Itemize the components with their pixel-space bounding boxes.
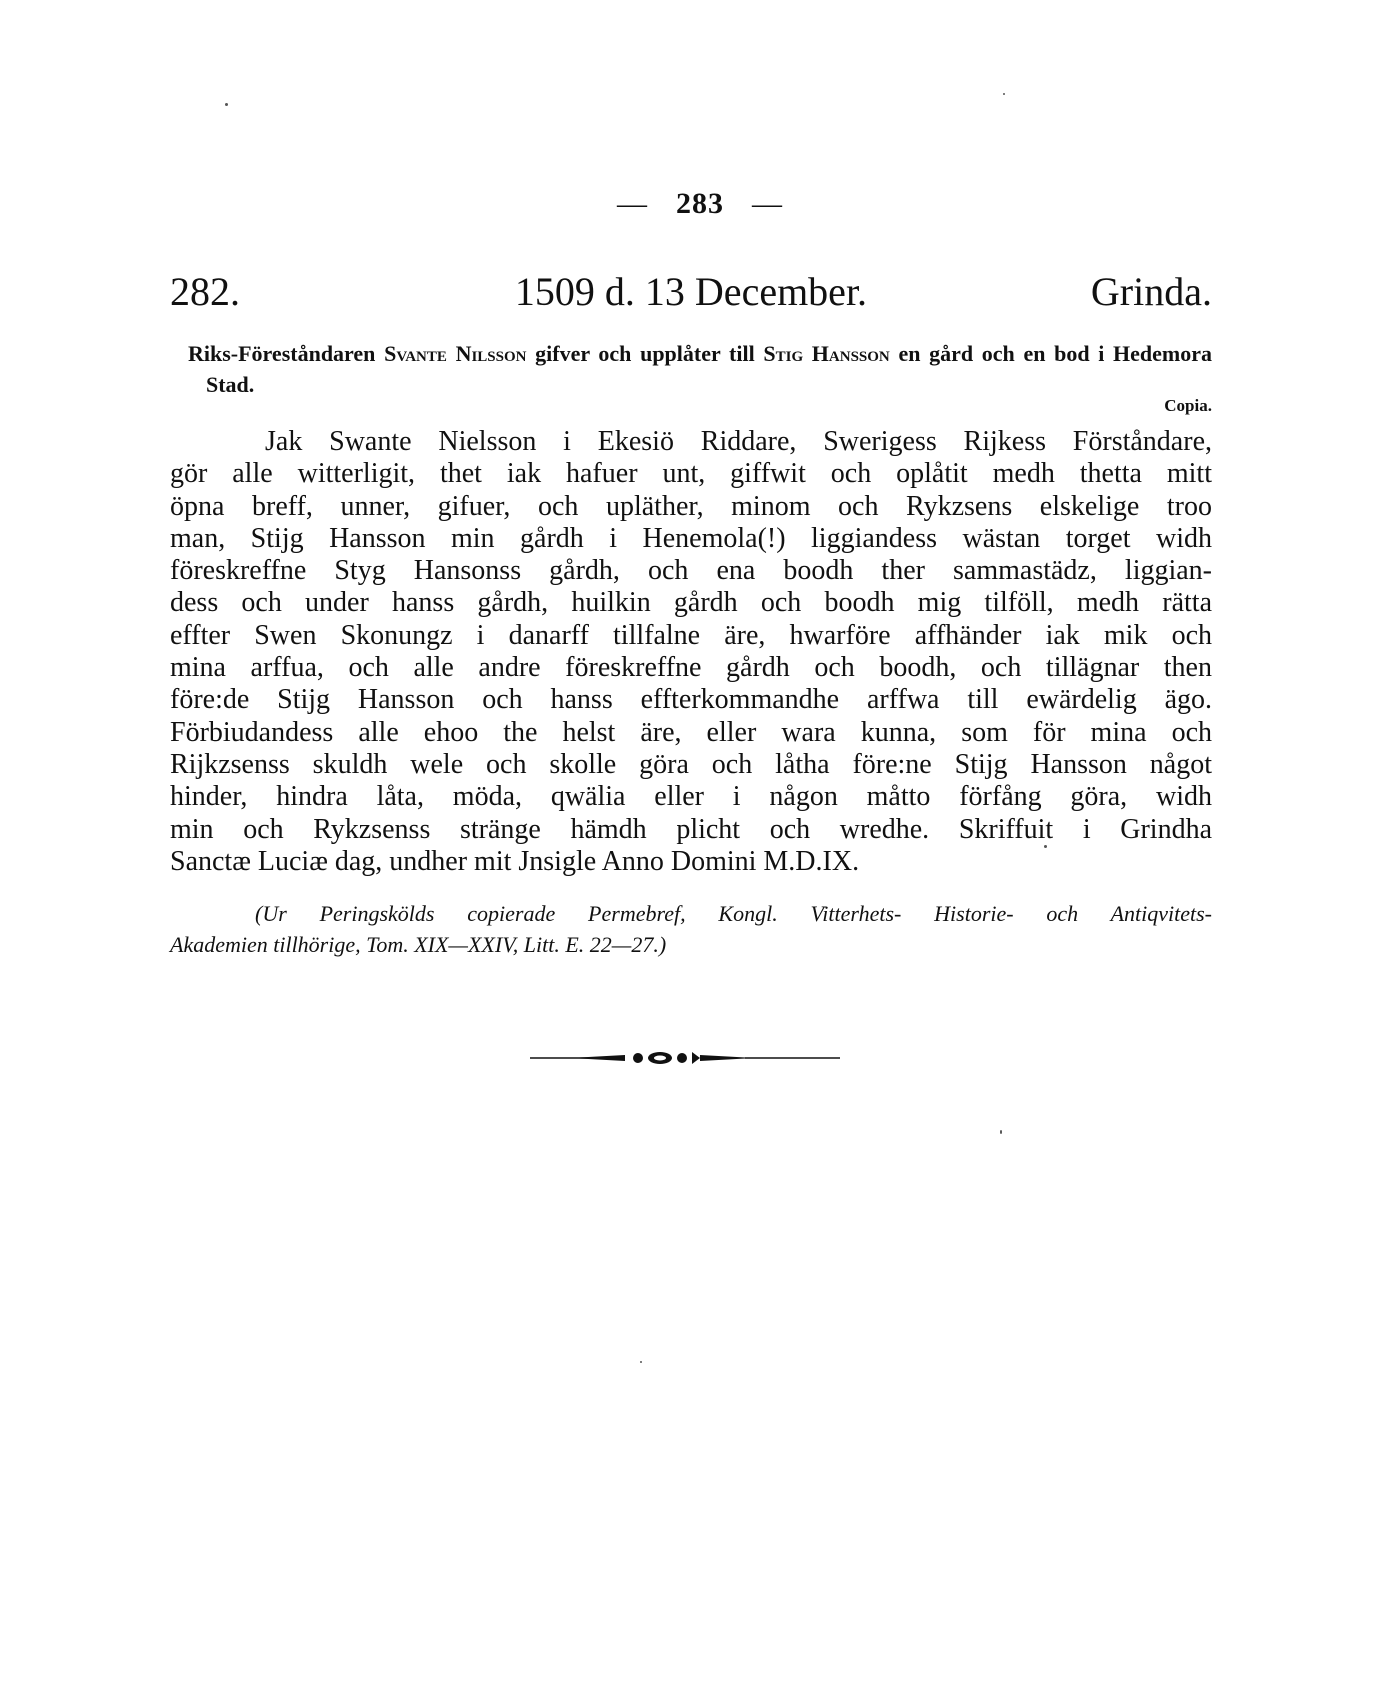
body-line: dess och under hanss gårdh, huilkin gårdh och boodh mig tilföll, medh rätta [170, 587, 1212, 619]
source-line-2: Akademien tillhörige, Tom. XIX—XXIV, Litt. E. 22—27.) [170, 932, 667, 957]
entry-summary [188, 338, 1212, 400]
body-line: före:de Stijg Hansson och hanss effterkommandhe arffwa till ewärdelig ägo. [170, 684, 1212, 716]
body-line: föreskreffne Styg Hansonss gårdh, och ena boodh ther sammastädz, liggian- [170, 555, 1212, 587]
entry-header [170, 268, 1212, 315]
summary-mid: gifver och upplåter till [535, 341, 755, 366]
body-line: mina arffua, och alle andre föreskreffne gårdh och boodh, och tillägnar then [170, 652, 1212, 684]
body-line: Jak Swante Nielsson i Ekesiö Riddare, Swerigess Rijkess Förståndare, [265, 426, 1212, 457]
entry-place: Grinda. [1090, 269, 1212, 314]
paper-speck [1044, 845, 1047, 848]
body-line: gör alle witterligit, thet iak hafuer unt, giffwit och oplåtit medh thetta mitt [170, 458, 1212, 490]
entry-number: 282. [170, 269, 240, 314]
body-line: min och Rykzsenss stränge hämdh plicht och wredhe. Skriffuit i Grindha [170, 813, 1212, 845]
page-number-value: 283 [676, 187, 724, 220]
summary-name-stig: Stig Hansson [763, 341, 890, 366]
summary-name-svante: Svante Nilsson [384, 341, 527, 366]
paper-speck [225, 103, 228, 106]
summary-lead: Riks-Föreståndaren [188, 341, 376, 366]
body-line: Rijkzsenss skuldh wele och skolle göra och låtha före:ne Stijg Hansson något [170, 748, 1212, 780]
letter-body [170, 426, 1212, 878]
body-line: man, Stijg Hansson min gårdh i Henemola(!) liggiandess wästan torget widh [170, 522, 1212, 554]
source-line-1: (Ur Peringskölds copierade Permebref, Kongl. Vitterhets- Historie- och Antiqvitets- [255, 901, 1212, 926]
body-line: hinder, hindra låta, möda, qwälia eller i någon måtto förfång göra, widh [170, 781, 1212, 813]
copia-label: Copia. [1164, 396, 1212, 415]
body-line: effter Swen Skonungz i danarff tillfalne äre, hwarföre affhänder iak mik och [170, 619, 1212, 651]
body-line: Sanctæ Luciæ dag, undher mit Jnsigle Anno Domini M.D.IX. [170, 845, 860, 877]
body-line: öpna breff, unner, gifuer, och upläther, minom och Rykzsens elskelige troo [170, 490, 1212, 522]
paper-speck [1003, 93, 1005, 95]
paper-speck [640, 1361, 642, 1363]
body-line: Förbiudandess alle ehoo the helst äre, eller wara kunna, som för mina och [170, 716, 1212, 748]
summary-tail: en gård och [898, 341, 1015, 366]
paper-speck [1000, 1130, 1002, 1134]
ornament-divider [530, 1048, 840, 1068]
page-number: — 283 — [617, 187, 783, 220]
entry-date: 1509 d. 13 December. [514, 269, 868, 314]
summary-line2: en bod i Hedemora Stad. [206, 341, 1213, 397]
source-citation [170, 898, 1212, 960]
